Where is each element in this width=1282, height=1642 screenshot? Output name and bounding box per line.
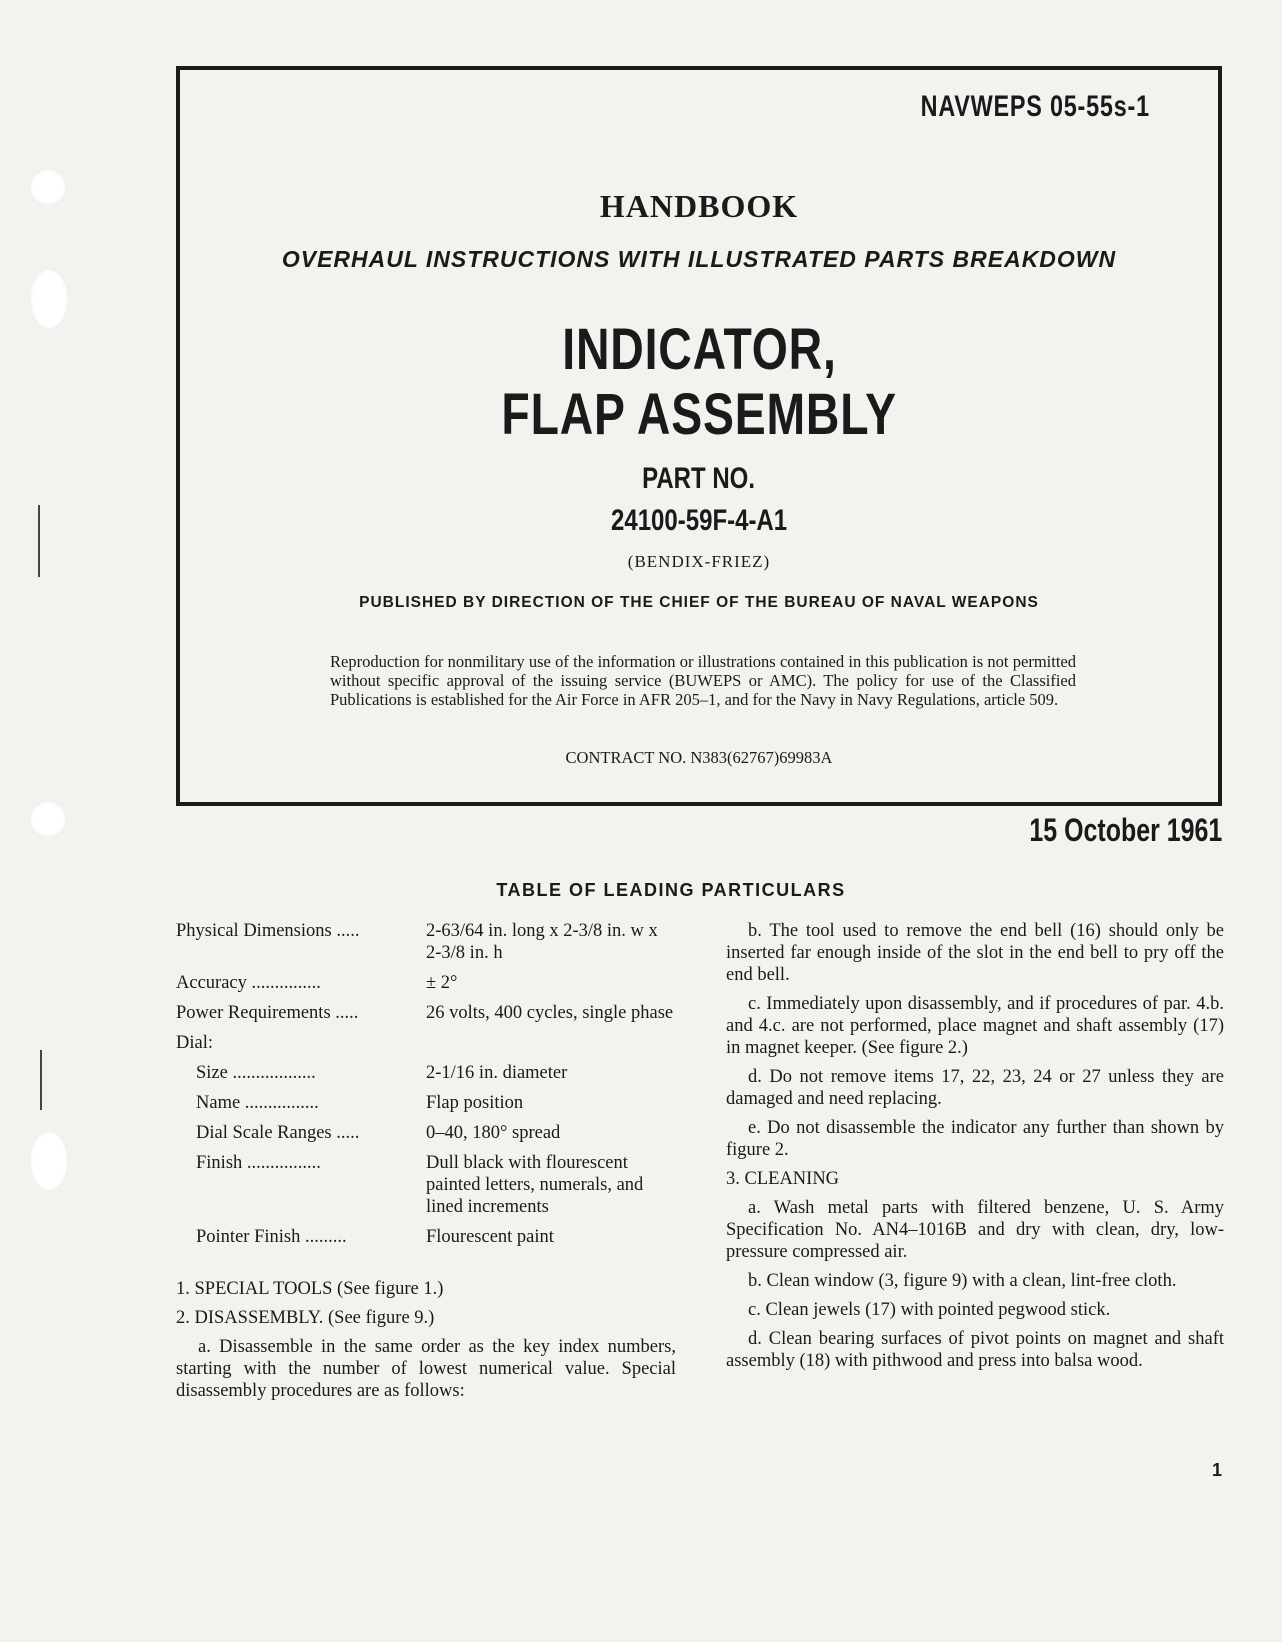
document-number: NAVWEPS 05-55s-1 bbox=[920, 90, 1150, 123]
particular-label: Dial Scale Ranges ..... bbox=[196, 1123, 360, 1143]
particular-row bbox=[176, 1002, 676, 1024]
particular-value: 0–40, 180° spread bbox=[426, 1123, 561, 1143]
particular-label: Name ................ bbox=[196, 1093, 319, 1113]
particular-value: Flourescent paint bbox=[426, 1227, 554, 1247]
particular-row bbox=[176, 1152, 676, 1218]
particular-label: Accuracy ............... bbox=[176, 973, 321, 993]
paragraph: a. Disassemble in the same order as the key index numbers, starting with the number of lowest numerical value. Special disassembly procedures are as follows: bbox=[176, 1337, 676, 1401]
manufacturer: (BENDIX-FRIEZ) bbox=[627, 552, 771, 571]
particular-value: 2-63/64 in. long x 2-3/8 in. w x 2-3/8 in. h bbox=[426, 921, 658, 963]
paragraph: d. Clean bearing surfaces of pivot points on magnet and shaft assembly (18) with pithwood and press into balsa wood. bbox=[726, 1329, 1224, 1371]
particular-value: Dull black with flourescent painted letters, numerals, and lined increments bbox=[426, 1153, 644, 1217]
part-number-value: 24100-59F-4-A1 bbox=[610, 504, 788, 537]
handbook-heading: HANDBOOK bbox=[599, 188, 799, 224]
title-line-2: FLAP ASSEMBLY bbox=[501, 382, 897, 447]
particular-label: Power Requirements ..... bbox=[176, 1003, 359, 1023]
page-number: 1 bbox=[1211, 1460, 1222, 1480]
particular-row bbox=[176, 1062, 676, 1084]
punch-hole bbox=[29, 800, 67, 838]
title-block bbox=[176, 66, 1222, 806]
particular-row bbox=[176, 1092, 676, 1114]
particular-label: Finish ................ bbox=[196, 1153, 321, 1173]
table-title: TABLE OF LEADING PARTICULARS bbox=[496, 880, 846, 900]
handbook-subtitle: OVERHAUL INSTRUCTIONS WITH ILLUSTRATED PARTS BREAKDOWN bbox=[281, 246, 1117, 272]
particular-label: Physical Dimensions ..... bbox=[176, 921, 360, 941]
publication-date: 15 October 1961 bbox=[1029, 812, 1222, 848]
margin-mark bbox=[40, 1050, 42, 1110]
reproduction-notice: Reproduction for nonmilitary use of the information or illustrations contained in this publication is not permitted without specific approval of the issuing service (BUWEPS or AMC). The policy for use of the Classified Publications is established for the Air Force in AFR 205–1, and for the Navy in Navy Regulations, article 509. bbox=[330, 652, 1076, 709]
particular-label: Pointer Finish ......... bbox=[196, 1227, 347, 1247]
punch-hole bbox=[29, 168, 67, 206]
right-column bbox=[726, 920, 1224, 1379]
particular-label: Size .................. bbox=[196, 1063, 316, 1083]
paragraph: b. The tool used to remove the end bell (16) should only be inserted far enough inside of the slot in the end bell to pry off the end bell. bbox=[726, 921, 1224, 985]
left-column bbox=[176, 920, 676, 1409]
particular-value: ± 2° bbox=[426, 973, 458, 993]
published-by: PUBLISHED BY DIRECTION OF THE CHIEF OF THE BUREAU OF NAVAL WEAPONS bbox=[359, 594, 1039, 611]
particular-row bbox=[176, 1122, 676, 1144]
particular-row bbox=[176, 972, 676, 994]
title-line-1: INDICATOR, bbox=[561, 317, 837, 382]
paragraph: a. Wash metal parts with filtered benzene, U. S. Army Specification No. AN4–1016B and dry with clean, dry, low-pressure compressed air. bbox=[726, 1198, 1224, 1262]
paragraph: b. Clean window (3, figure 9) with a clean, lint-free cloth. bbox=[748, 1271, 1177, 1291]
paragraph: c. Clean jewels (17) with pointed pegwood stick. bbox=[748, 1300, 1111, 1320]
section-cleaning: 3. CLEANING bbox=[726, 1169, 840, 1189]
contract-number: CONTRACT NO. N383(62767)69983A bbox=[565, 748, 833, 767]
section-special-tools: 1. SPECIAL TOOLS (See figure 1.) bbox=[176, 1279, 444, 1299]
particular-value: Flap position bbox=[426, 1093, 524, 1113]
paragraph: c. Immediately upon disassembly, and if procedures of par. 4.b. and 4.c. are not performed, place magnet and shaft assembly (17) in magnet keeper. (See figure 2.) bbox=[726, 994, 1224, 1058]
section-disassembly: 2. DISASSEMBLY. (See figure 9.) bbox=[176, 1308, 435, 1328]
punch-hole bbox=[29, 1130, 69, 1192]
paragraph: d. Do not remove items 17, 22, 23, 24 or 27 unless they are damaged and need replacing. bbox=[726, 1067, 1224, 1109]
particular-row bbox=[176, 920, 676, 964]
punch-hole bbox=[29, 268, 69, 330]
dial-heading: Dial: bbox=[176, 1033, 213, 1053]
margin-mark bbox=[38, 505, 40, 577]
particular-value: 2-1/16 in. diameter bbox=[426, 1063, 568, 1083]
particular-value: 26 volts, 400 cycles, single phase bbox=[426, 1003, 674, 1023]
paragraph: e. Do not disassemble the indicator any further than shown by figure 2. bbox=[726, 1118, 1224, 1160]
particular-row bbox=[176, 1226, 676, 1248]
part-number-label: PART NO. bbox=[642, 462, 756, 495]
